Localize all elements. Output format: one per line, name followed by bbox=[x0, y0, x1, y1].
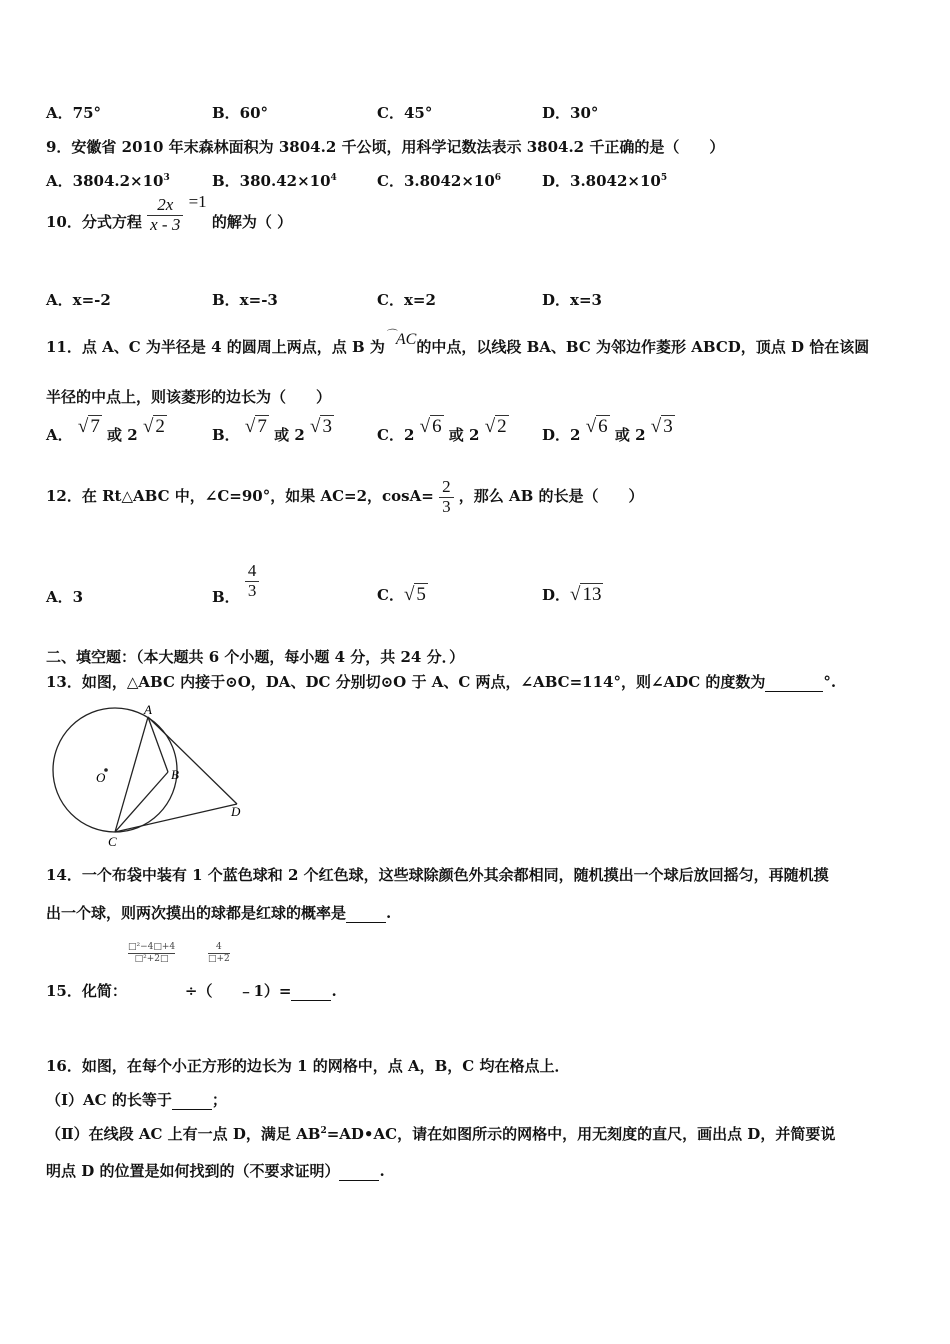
chord-ac bbox=[115, 717, 148, 832]
q16-part1: （Ⅰ）AC 的长等于 ； bbox=[46, 1091, 227, 1109]
q16-line4: 明点 D 的位置是如何找到的（不要求证明） . bbox=[46, 1162, 385, 1180]
q10-option-d: D．x=3 bbox=[542, 291, 602, 309]
q11-option-c: C．2 √ 6 或 2 √ 2 bbox=[377, 416, 507, 444]
q13-stem: 13．如图，△ABC 内接于⊙O，DA、DC 分别切⊙O 于 A、C 两点，∠ABC=114°，则∠ADC 的度数为 °. bbox=[46, 673, 837, 691]
q13-answer-blank[interactable] bbox=[765, 673, 823, 692]
q11-option-b: B． √ 7 或 2 √ 3 bbox=[212, 416, 332, 444]
tangent-da bbox=[148, 717, 237, 804]
label-a: A bbox=[144, 702, 152, 717]
q9-option-d: D．$3.8042\times 10^5$ bbox=[542, 172, 668, 190]
label-c: C bbox=[108, 834, 117, 849]
q11-stem-line2: 半径的中点上，则该菱形的边长为（ ） bbox=[46, 388, 332, 406]
q13-figure bbox=[40, 700, 260, 850]
q11-option-a: A． √ 7 或 2 √ 2 bbox=[46, 416, 165, 444]
q15-stem: 15．化简： ÷（ ﹣1）= . bbox=[46, 982, 337, 1000]
q12-stem: 12．在 Rt△ABC 中，∠C=90°，如果 AC=2，cosA= $\frac{2}{3}$ ，那么 AB 的长是（ ） bbox=[46, 477, 644, 516]
label-d: D bbox=[231, 804, 241, 819]
q14-line2: 出一个球，则两次摸出的球都是红球的概率是 . bbox=[46, 904, 392, 922]
tangent-dc bbox=[115, 804, 237, 832]
section-2-heading: 二、填空题：（本大题共 6 个小题，每小题 4 分，共 24 分．） bbox=[46, 648, 465, 666]
q16-line1: 16．如图，在每个小正方形的边长为 1 的网格中，点 A，B，C 均在格点上． bbox=[46, 1057, 570, 1075]
q8-option-b: B．60° bbox=[212, 104, 269, 122]
q15-fraction-1: $\frac{\text{□²−4□+4}}{\text{□²+2□}}$ bbox=[128, 942, 176, 964]
q12-option-d: D．√ 13 bbox=[542, 584, 602, 605]
q9-option-c: C．$3.8042\times 10^6$ bbox=[377, 172, 502, 190]
q14-answer-blank[interactable] bbox=[346, 904, 386, 923]
q12-option-c: C．√ 5 bbox=[377, 584, 426, 605]
q11-stem-line1: 11．点 A、C 为半径是 4 的圆周上两点，点 B 为⌒AC的中点，以线段 BA、BC 为邻边作菱形 ABCD，顶点 D 恰在该圆 bbox=[46, 329, 870, 356]
label-o: O bbox=[96, 770, 106, 785]
q10-stem: 10．分式方程 $\frac{2x}{x - 3}$ =1 的解为（ ） bbox=[46, 192, 293, 234]
q14-line1: 14．一个布袋中装有 1 个蓝色球和 2 个红色球，这些球除颜色外其余都相同，随机摸出一个球后放回摇匀，再随机摸 bbox=[46, 866, 829, 884]
q12-option-b: B． $\frac{4}{3}$ bbox=[212, 562, 259, 600]
q9-option-a: A．$3804.2\times 10^3$ bbox=[46, 172, 170, 190]
q15-fraction-2: $\frac{4}{□+2}$ bbox=[208, 942, 230, 964]
arc-ac-symbol: ⌒AC bbox=[384, 329, 417, 348]
q9-stem: 9．安徽省 2010 年末森林面积为 3804.2 千公顷，用科学记数法表示 3804.2 千正确的是（ ） bbox=[46, 138, 725, 156]
q8-option-d: D．30° bbox=[542, 104, 599, 122]
label-b: B bbox=[171, 767, 179, 782]
q9-option-b: B．$380.42\times 10^4$ bbox=[212, 172, 337, 190]
q12-option-a: A．3 bbox=[46, 588, 84, 606]
q10-option-b: B．x=-3 bbox=[212, 291, 278, 309]
q16-part2: （Ⅱ）在线段 AC 上有一点 D，满足 $AB^2=AD•AC$，请在如图所示的网格中，用无刻度的直尺，画出点 D，并简要说 bbox=[46, 1125, 836, 1143]
q10-fraction: $\frac{2x}{x - 3}$ bbox=[147, 196, 183, 234]
q11-option-d: D．2 √ 6 或 2 √ 3 bbox=[542, 416, 673, 444]
q8-option-c: C．45° bbox=[377, 104, 433, 122]
q15-answer-blank[interactable] bbox=[291, 982, 331, 1001]
q16-part2-answer-blank[interactable] bbox=[339, 1162, 379, 1181]
q8-option-a: A．75° bbox=[46, 104, 102, 122]
q16-part1-answer-blank[interactable] bbox=[172, 1091, 212, 1110]
q10-option-a: A．x=-2 bbox=[46, 291, 111, 309]
q10-option-c: C．x=2 bbox=[377, 291, 436, 309]
q12-fraction: $\frac{2}{3}$ bbox=[439, 478, 454, 516]
